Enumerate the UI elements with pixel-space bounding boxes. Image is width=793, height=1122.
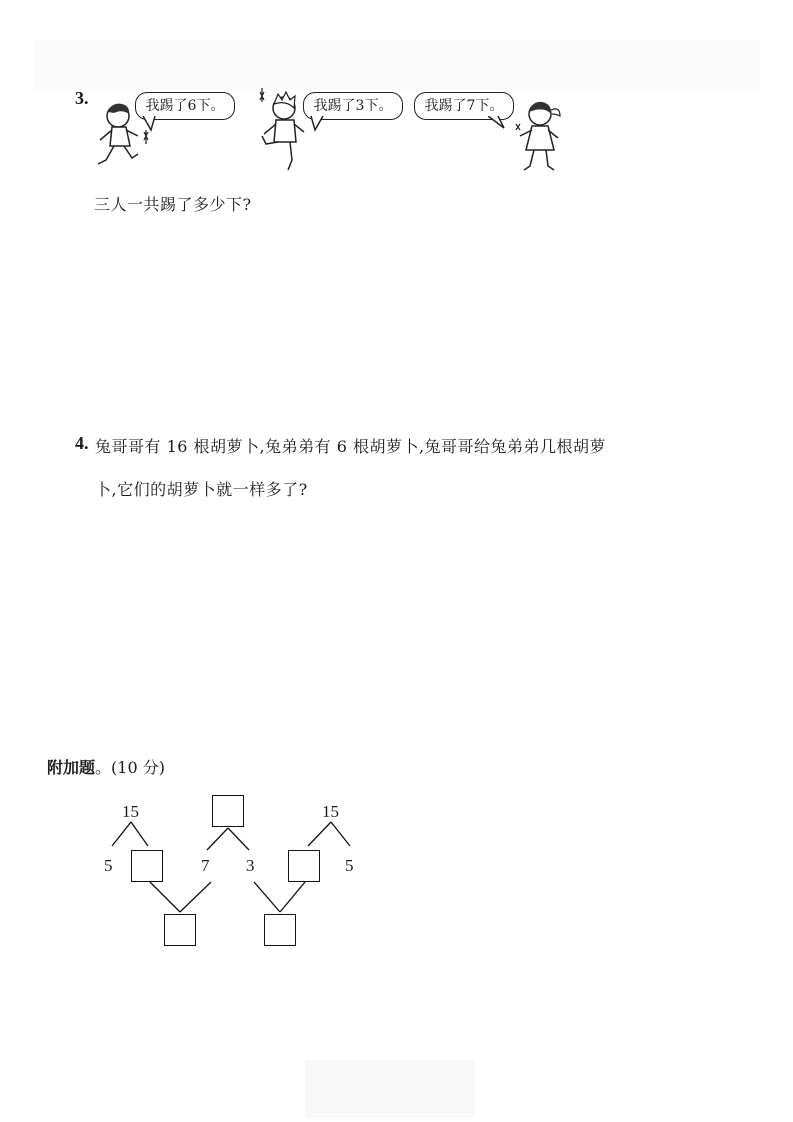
question-4-text-line-1: 兔哥哥有 16 根胡萝卜,兔弟弟有 6 根胡萝卜,兔哥哥给兔弟弟几根胡萝 <box>95 437 607 456</box>
answer-box-left-bottom[interactable] <box>164 914 196 946</box>
answer-box-top-center[interactable] <box>212 795 244 827</box>
speech-bubble-2-text: 我踢了3下。 <box>313 98 393 114</box>
tree-number-right-top: 15 <box>322 802 339 821</box>
tree-number-left-top: 15 <box>122 802 139 821</box>
bonus-score: 。(10 分) <box>95 758 165 777</box>
answer-box-right-bottom[interactable] <box>264 914 296 946</box>
page-footer-band <box>305 1060 475 1118</box>
tree-number-right-side: 5 <box>345 856 354 875</box>
tree-number-left-side: 5 <box>104 856 113 875</box>
question-4-number: 4. <box>75 433 89 453</box>
tree-number-middle-left: 7 <box>201 856 210 875</box>
question-4-text-line-2: 卜,它们的胡萝卜就一样多了? <box>95 480 308 499</box>
answer-box-left-middle[interactable] <box>131 850 163 882</box>
tree-number-middle-right: 3 <box>246 856 255 875</box>
question-3-number: 3. <box>75 88 89 108</box>
bonus-title-label: 附加题 <box>47 758 96 777</box>
answer-box-right-middle[interactable] <box>288 850 320 882</box>
speech-bubble-3-text: 我踢了7下。 <box>424 98 504 114</box>
question-3-text: 三人一共踢了多少下? <box>94 195 252 214</box>
speech-bubble-1-text: 我踢了6下。 <box>145 98 225 114</box>
